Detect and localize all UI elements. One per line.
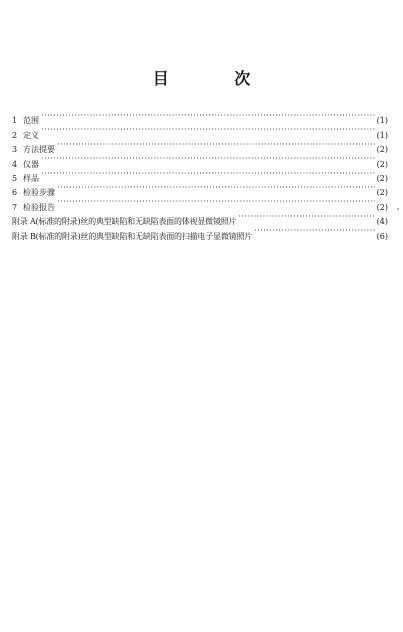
toc-entry-label: 方法提要 [23, 145, 55, 155]
toc-entry-page: (4) [376, 217, 388, 227]
toc-entry-report[interactable] [12, 195, 388, 212]
toc-entry-number: 2 [12, 130, 18, 140]
toc-entry-page: (2) [376, 145, 388, 155]
toc-entry-label: 范围 [23, 116, 39, 126]
toc-entry-label: 样品 [23, 173, 39, 183]
toc-entry-number: 4 [12, 159, 18, 169]
toc-entry-appendix-a[interactable] [12, 210, 388, 227]
toc-entry-page: (6) [376, 231, 388, 241]
toc-leader-dots [254, 224, 375, 238]
toc-entry-number: 7 [12, 202, 18, 212]
toc-entry-definitions[interactable] [12, 123, 388, 140]
toc-entry-number: 5 [12, 173, 18, 183]
toc-leader-dots [41, 109, 375, 123]
toc-entry-label: 检验步骤 [23, 188, 55, 198]
toc-entry-scope[interactable] [12, 109, 388, 126]
toc-entry-page: (2) [376, 173, 388, 183]
toc-leader-dots [41, 123, 375, 137]
toc-entry-number: 1 [12, 116, 18, 126]
toc-leader-dots [57, 138, 375, 152]
toc-entry-method-summary[interactable] [12, 138, 388, 155]
toc-entry-instruments[interactable] [12, 152, 388, 169]
toc-leader-dots [238, 210, 374, 224]
scan-speck [397, 208, 399, 210]
toc-entry-label: 仪器 [23, 159, 39, 169]
toc-leader-dots [41, 167, 375, 181]
toc-entry-number: 3 [12, 145, 18, 155]
toc-entry-page: (2) [376, 188, 388, 198]
toc-leader-dots [57, 195, 375, 209]
toc-entry-label: 检验报告 [23, 202, 55, 212]
toc-entry-label: 定义 [23, 130, 39, 140]
toc-entry-label: 附录 A(标准的附录)丝的典型缺陷和无缺陷表面的体视显微镜照片 [12, 217, 237, 227]
toc-entry-page: (2) [376, 159, 388, 169]
toc-entry-page: (1) [376, 116, 388, 126]
toc-entry-page: (1) [376, 130, 388, 140]
toc-entry-procedure[interactable] [12, 181, 388, 198]
toc-leader-dots [57, 181, 375, 195]
toc-entry-label: 附录 B(标准的附录)丝的典型缺陷和无缺陷表面的扫描电子显微镜照片 [12, 231, 253, 241]
toc-entry-page: (2) [376, 202, 388, 212]
toc-entry-samples[interactable] [12, 167, 388, 181]
toc-leader-dots [41, 152, 375, 166]
toc-title: 目 次 [152, 69, 281, 88]
table-of-contents [12, 109, 388, 239]
toc-entry-number: 6 [12, 188, 18, 198]
